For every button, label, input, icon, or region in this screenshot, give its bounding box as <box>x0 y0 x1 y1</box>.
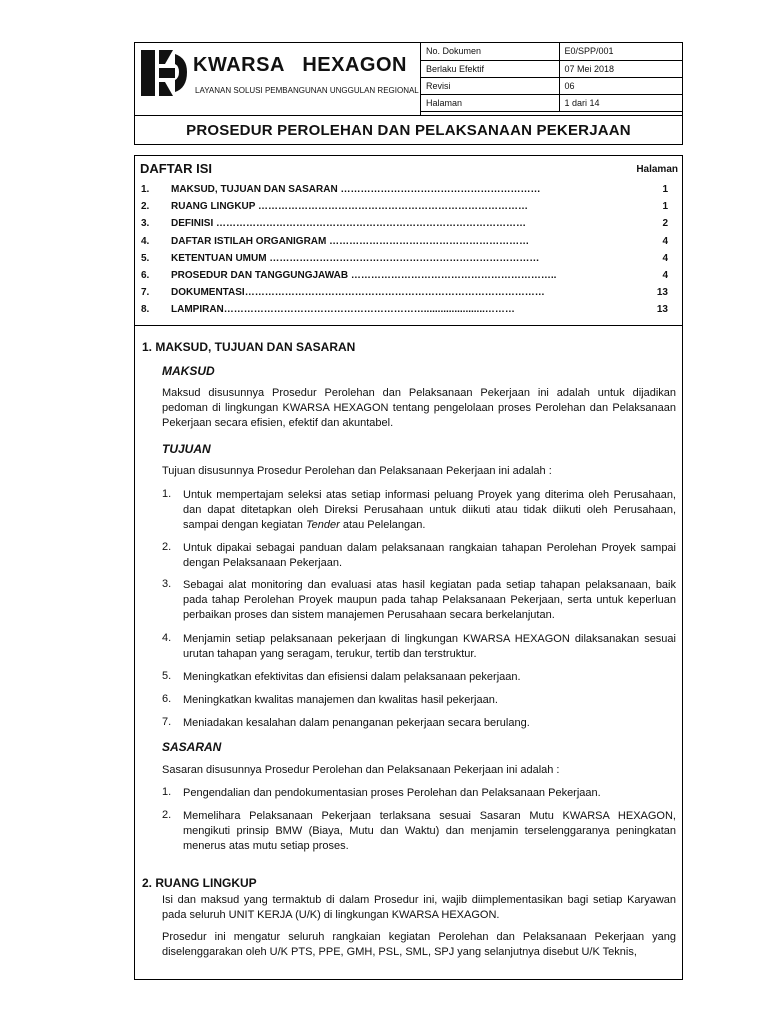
table-of-contents <box>134 155 683 326</box>
meta-label: Revisi <box>421 77 559 94</box>
toc-item-title: MAKSUD, TUJUAN DAN SASARAN …………………………………………………… <box>171 184 541 195</box>
document-meta-table <box>421 43 683 112</box>
meta-label: No. Dokumen <box>421 43 559 60</box>
toc-item[interactable] <box>135 183 682 200</box>
toc-item[interactable] <box>135 200 682 217</box>
meta-row <box>421 77 683 94</box>
sasaran-heading: SASARAN <box>162 740 222 754</box>
toc-item-page: 4 <box>662 269 668 281</box>
toc-item-page: 13 <box>656 304 668 316</box>
toc-list <box>135 183 682 321</box>
toc-item[interactable] <box>135 252 682 269</box>
sasaran-item-text: Pengendalian dan pendokumentasian proses Perolehan dan Pelaksanaan Pekerjaan. <box>183 787 601 799</box>
toc-item-number: 2. <box>141 201 150 213</box>
document-body <box>134 326 683 980</box>
tujuan-item-text: Meningkatkan efektivitas dan efisiensi dalam pelaksanaan pekerjaan. <box>183 671 521 683</box>
toc-item-title: LAMPIRAN……………………………………………………......................……… <box>171 304 515 316</box>
toc-item-title: DOKUMENTASI……………………………………………………………………………… <box>171 287 545 299</box>
toc-item-title: PROSEDUR DAN TANGGUNGJAWAB …………………………………………………….. <box>171 269 557 281</box>
meta-row <box>421 94 683 111</box>
brand-block <box>135 43 421 115</box>
toc-item-page: 4 <box>662 252 668 264</box>
toc-item-number: 5. <box>141 252 150 264</box>
tujuan-item-number: 3. <box>162 578 172 590</box>
toc-item-number: 7. <box>141 287 150 299</box>
tujuan-item-number: 7. <box>162 716 172 728</box>
tujuan-item-text: Meniadakan kesalahan dalam penanganan pekerjaan secara berulang. <box>183 717 530 729</box>
brand-name: KWARSA HEXAGON <box>193 54 407 76</box>
toc-item[interactable] <box>135 269 682 286</box>
tujuan-item-text: Meningkatkan kwalitas manajemen dan kwalitas hasil pekerjaan. <box>183 694 498 706</box>
toc-item-title: DAFTAR ISTILAH ORGANIGRAM …………………………………………………… <box>171 235 530 247</box>
toc-item[interactable] <box>135 286 682 303</box>
maksud-heading: MAKSUD <box>162 364 215 378</box>
toc-item-title: DEFINISI ………………………………………………………………………………… <box>171 218 527 230</box>
sasaran-item-number: 1. <box>162 786 172 798</box>
tujuan-item-text: Untuk mempertajam seleksi atas setiap informasi peluang Proyek yang diterima oleh Perusahaan, dan dapat ditetapkan oleh Direksi Perusahaan untuk diikuti atau tidak diikuti oleh Perusahaan, sampai dengan kegiatan Tender atau Pelelangan. <box>183 489 676 531</box>
maksud-paragraph: Maksud disusunnya Prosedur Perolehan dan Pelaksanaan Pekerjaan ini adalah untuk dijadikan pedoman di lingkungan KWARSA HEXAGON tentang pengelolaan proses Perolehan dan Pelaksanaan Pekerjaan secara efisien, efektif dan akuntabel. <box>162 387 676 429</box>
toc-item[interactable] <box>135 303 682 320</box>
toc-item-page: 1 <box>662 201 668 213</box>
toc-item-page: 4 <box>662 235 668 247</box>
toc-item-number: 4. <box>141 235 150 247</box>
document-header <box>134 42 683 145</box>
tujuan-item-number: 1. <box>162 488 172 500</box>
document-title: PROSEDUR PEROLEHAN DAN PELAKSANAAN PEKERJAAN <box>135 115 682 145</box>
ruang-lingkup-paragraph-1: Isi dan maksud yang termaktub di dalam Prosedur ini, wajib diimplementasikan bagi setiap Karyawan pada seluruh UNIT KERJA (U/K) di lingkungan KWARSA HEXAGON. <box>162 894 676 921</box>
toc-item-number: 3. <box>141 218 150 230</box>
toc-item-page: 2 <box>662 218 668 230</box>
toc-item-page: 1 <box>662 184 668 195</box>
toc-item-title: RUANG LINGKUP ……………………………………………………………………… <box>171 201 529 213</box>
meta-value: E0/SPP/001 <box>559 43 683 60</box>
tujuan-heading: TUJUAN <box>162 442 211 456</box>
toc-item[interactable] <box>135 217 682 234</box>
meta-row <box>421 43 683 60</box>
toc-item-number: 6. <box>141 269 150 281</box>
sasaran-intro: Sasaran disusunnya Prosedur Perolehan dan Pelaksanaan Pekerjaan ini adalah : <box>162 764 560 776</box>
sasaran-item-text: Memelihara Pelaksanaan Pekerjaan terlaksana sesuai Sasaran Mutu KWARSA HEXAGON, mengikuti prinsip BMW (Biaya, Mutu dan Waktu) dan menjamin terselenggaranya peningkatan menerus atas mutu setiap proses. <box>183 810 676 852</box>
meta-row <box>421 60 683 77</box>
toc-title: DAFTAR ISI <box>140 161 212 176</box>
meta-label: Halaman <box>421 94 559 111</box>
tujuan-item-text: Sebagai alat monitoring dan evaluasi atas hasil kegiatan pada setiap tahapan pelaksanaan, baik pada tahap Perolehan Proyek maupun pada tahap Pelaksanaan Pekerjaan, serta untuk keperluan perbaikan proses dan sistem manajemen Perusahaan secara berkelanjutan. <box>183 579 676 621</box>
toc-item-number: 1. <box>141 184 150 195</box>
toc-item[interactable] <box>135 235 682 252</box>
meta-label: Berlaku Efektif <box>421 60 559 77</box>
tujuan-item-number: 2. <box>162 541 172 553</box>
toc-item-title: KETENTUAN UMUM ……………………………………………………………………… <box>171 252 540 264</box>
ruang-lingkup-paragraph-2: Prosedur ini mengatur seluruh rangkaian kegiatan Perolehan dan Pelaksanaan Pekerjaan yang diselenggarakan oleh U/K PTS, PPE, GMH, PSL, SML, SPJ yang selanjutnya disebut U/K Teknis, <box>162 931 676 958</box>
kwarsa-hexagon-logo <box>141 50 187 96</box>
tujuan-item-number: 5. <box>162 670 172 682</box>
tujuan-item-number: 6. <box>162 693 172 705</box>
tujuan-item-text: Untuk dipakai sebagai panduan dalam pelaksanaan rangkaian tahapan Perolehan Proyek sampai dengan Pelaksanaan Pekerjaan. <box>183 542 676 569</box>
toc-item-number: 8. <box>141 304 150 316</box>
brand-tagline: LAYANAN SOLUSI PEMBANGUNAN UNGGULAN REGIONAL <box>195 86 419 95</box>
meta-value: 1 dari 14 <box>559 94 683 111</box>
meta-value: 06 <box>559 77 683 94</box>
section-2-heading: 2. RUANG LINGKUP <box>142 876 257 890</box>
tujuan-intro: Tujuan disusunnya Prosedur Perolehan dan Pelaksanaan Pekerjaan ini adalah : <box>162 465 552 477</box>
toc-item-page: 13 <box>656 287 668 299</box>
toc-page-header: Halaman <box>636 164 678 175</box>
tujuan-item-text: Menjamin setiap pelaksanaan pekerjaan di lingkungan KWARSA HEXAGON dilaksanakan sesuai urutan tahapan yang seragam, terukur, tertib dan terstruktur. <box>183 633 676 660</box>
meta-value: 07 Mei 2018 <box>559 60 683 77</box>
sasaran-item-number: 2. <box>162 809 172 821</box>
section-1-heading: 1. MAKSUD, TUJUAN DAN SASARAN <box>142 340 356 354</box>
tujuan-item-number: 4. <box>162 632 172 644</box>
